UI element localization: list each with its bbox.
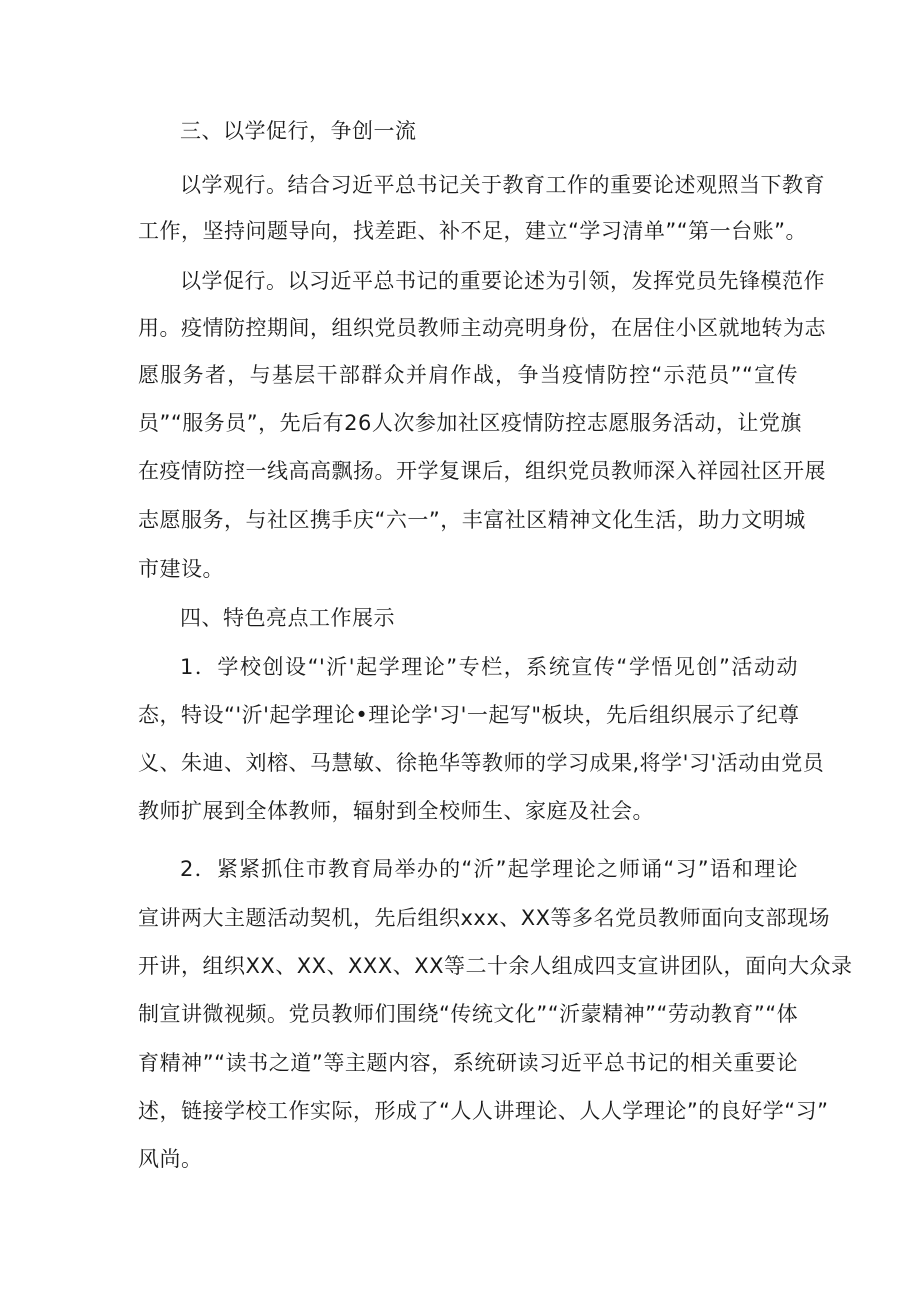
paragraph-line: 市建设。 [138, 557, 224, 581]
list-item-line: 育精神”“读书之道”等主题内容，系统研读习近平总书记的相关重要论 [138, 1051, 798, 1075]
list-item-line: 态，特设“'沂'起学理论•理论学'习'一起写"板块，先后组织展示了纪尊 [138, 703, 800, 727]
list-item-line: 述，链接学校工作实际，形成了“人人讲理论、人人学理论”的良好学“习” [138, 1099, 829, 1123]
paragraph-line: 在疫情防控一线高高飘扬。开学复课后，组织党员教师深入祥园社区开展 [138, 459, 826, 483]
paragraph-line: 志愿服务，与社区携手庆“六一”，丰富社区精神文化生活，助力文明城 [138, 508, 806, 532]
section-3-heading: 三、以学促行，争创一流 [180, 119, 417, 143]
list-item-line: 义、朱迪、刘榕、马慧敏、徐艳华等教师的学习成果,将学'习'活动由党员 [138, 751, 825, 775]
list-item-line: 2．紧紧抓住市教育局举办的“沂”起学理论之师诵“习”语和理论 [180, 857, 798, 881]
paragraph-line: 用。疫情防控期间，组织党员教师主动亮明身份，在居住小区就地转为志 [138, 316, 826, 340]
list-item-line: 风尚。 [138, 1147, 203, 1171]
paragraph-line: 以学促行。以习近平总书记的重要论述为引领，发挥党员先锋模范作 [180, 269, 825, 293]
paragraph-line: 愿服务者，与基层干部群众并肩作战，争当疫情防控“示范员”“宣传 [138, 363, 798, 387]
paragraph-line: 工作，坚持问题导向，找差距、补不足，建立“学习清单”“第一台账”。 [138, 219, 808, 243]
list-item-line: 宣讲两大主题活动契机，先后组织xxx、XX等多名党员教师面向支部现场 [138, 906, 831, 930]
section-4-heading: 四、特色亮点工作展示 [180, 606, 395, 630]
list-item-line: 制宣讲微视频。党员教师们围绕“传统文化”“沂蒙精神”“劳动教育”“体 [138, 1002, 799, 1026]
paragraph-line: 以学观行。结合习近平总书记关于教育工作的重要论述观照当下教育 [180, 173, 825, 197]
list-item-line: 1．学校创设“'沂'起学理论”专栏，系统宣传“学悟见创”活动动 [180, 655, 798, 679]
paragraph-line: 员”“服务员”，先后有26人次参加社区疫情防控志愿服务活动，让党旗 [138, 411, 802, 435]
list-item-line: 开讲，组织XX、XX、XXX、XX等二十余人组成四支宣讲团队，面向大众录 [138, 954, 853, 978]
list-item-line: 教师扩展到全体教师，辐射到全校师生、家庭及社会。 [138, 799, 654, 823]
